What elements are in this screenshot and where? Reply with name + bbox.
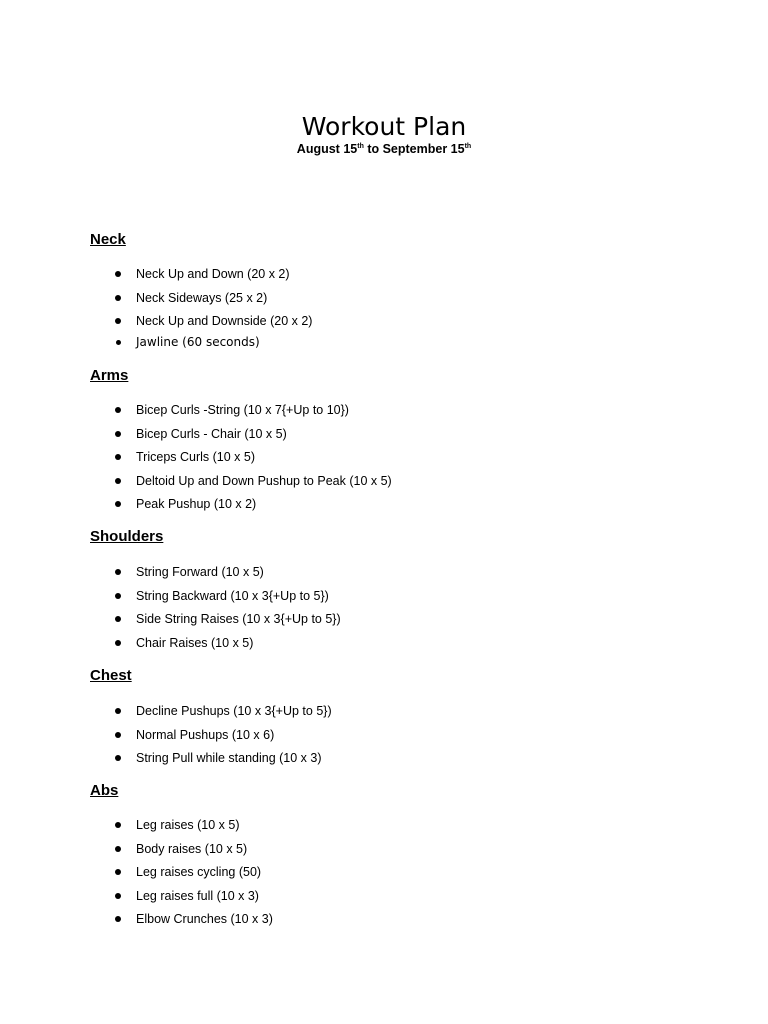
bullet-icon [115,295,121,301]
bullet-icon [115,708,121,714]
exercise-label: Leg raises (10 x 5) [136,818,240,832]
exercise-label: Jawline (60 seconds) [136,335,260,349]
list-item [90,750,332,774]
exercise-label: Bicep Curls -String (10 x 7{+Up to 10}) [136,403,349,417]
bullet-icon [115,271,121,277]
bullet-icon [115,822,121,828]
bullet-icon [115,593,121,599]
bullet-icon [115,454,121,460]
section-neck [90,230,312,358]
bullet-icon [115,893,121,899]
exercise-label: Leg raises cycling (50) [136,865,262,879]
exercise-label: Body raises (10 x 5) [136,841,248,856]
bullet-icon [115,846,121,852]
exercise-label: String Forward (10 x 5) [136,565,264,579]
section-arms [90,366,392,520]
date-end: to September 15 [363,142,465,156]
exercise-list-neck [90,266,312,358]
list-item [90,266,312,290]
bullet-icon [115,407,121,413]
exercise-label: String Backward (10 x 3{+Up to 5}) [136,588,329,603]
section-abs [90,781,273,935]
list-item [90,635,341,659]
bullet-icon [115,431,121,437]
exercise-label: String Pull while standing (10 x 3) [136,751,322,765]
list-item [90,290,312,314]
list-item [90,864,273,888]
date-range [0,141,768,157]
section-heading-chest: Chest [90,667,132,684]
exercise-label: Leg raises full (10 x 3) [136,888,259,903]
exercise-list-chest [90,703,332,774]
bullet-icon [115,755,121,761]
exercise-list-abs [90,817,273,935]
bullet-icon [115,869,121,875]
bullet-icon [115,732,121,738]
exercise-label: Chair Raises (10 x 5) [136,635,254,650]
list-item [90,564,341,588]
exercise-label: Peak Pushup (10 x 2) [136,497,257,511]
date-end-suffix: th [464,142,472,150]
section-heading-abs: Abs [90,782,119,799]
list-item [90,449,392,473]
exercise-label: Decline Pushups (10 x 3{+Up to 5}) [136,704,332,718]
bullet-icon [115,501,121,507]
list-item [90,888,273,912]
section-heading-shoulders: Shoulders [90,528,164,545]
exercise-label: Neck Up and Downside (20 x 2) [136,314,313,328]
exercise-list-arms [90,402,392,520]
list-item [90,727,332,751]
section-shoulders [90,527,341,658]
list-item [90,426,392,450]
exercise-label: Triceps Curls (10 x 5) [136,450,256,464]
list-item [90,313,312,334]
date-start: August 15 [296,142,358,156]
list-item [90,496,392,520]
exercise-label: Neck Up and Down (20 x 2) [136,267,290,281]
list-item [90,611,341,635]
list-item [90,911,273,935]
date-start-suffix: th [357,142,364,150]
list-item [90,402,392,426]
exercise-label: Bicep Curls - Chair (10 x 5) [136,426,287,441]
exercise-label: Elbow Crunches (10 x 3) [136,912,273,926]
bullet-icon [115,478,121,484]
exercise-list-shoulders [90,564,341,658]
section-heading-arms: Arms [90,367,129,384]
list-item [90,588,341,612]
bullet-icon [115,616,121,622]
list-item [90,334,312,358]
exercise-label: Neck Sideways (25 x 2) [136,290,268,305]
page-title: Workout Plan [301,111,467,141]
bullet-icon [115,640,121,646]
bullet-icon [116,340,121,345]
list-item [90,473,392,497]
exercise-label: Deltoid Up and Down Pushup to Peak (10 x 5) [136,473,392,488]
section-heading-neck: Neck [90,231,126,248]
bullet-icon [115,916,121,922]
list-item [90,817,273,841]
list-item [90,841,273,865]
section-chest [90,666,332,774]
bullet-icon [115,569,121,575]
list-item [90,703,332,727]
exercise-label: Side String Raises (10 x 3{+Up to 5}) [136,612,341,626]
exercise-label: Normal Pushups (10 x 6) [136,727,275,742]
bullet-icon [115,318,121,324]
